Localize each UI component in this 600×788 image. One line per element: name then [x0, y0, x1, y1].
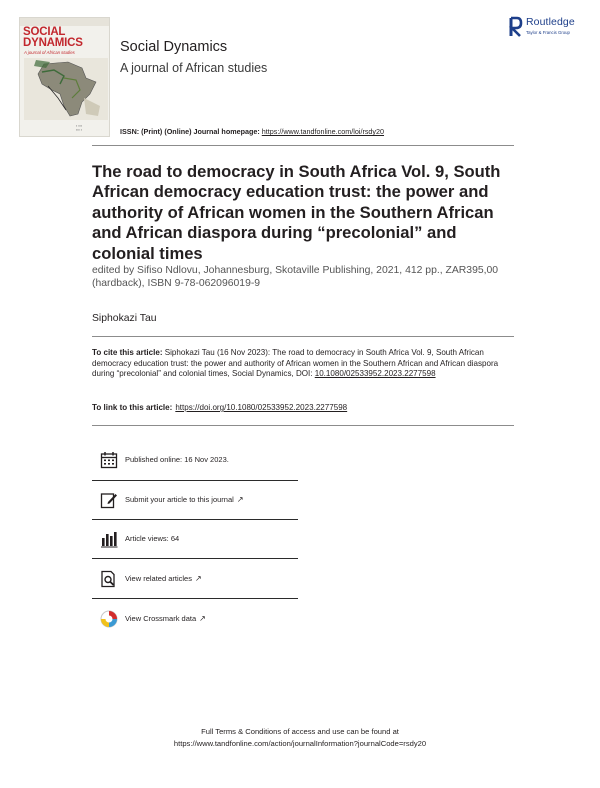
africa-map-icon: [24, 58, 108, 120]
bar-chart-icon: [100, 530, 118, 548]
logo-tagline: Taylor & Francis Group: [526, 30, 570, 35]
article-doi-link[interactable]: https://doi.org/10.1080/02533952.2023.2277598: [175, 403, 348, 412]
issn-line: [120, 127, 384, 136]
routledge-logo: [509, 15, 591, 39]
meta-divider: [92, 519, 298, 520]
submit-article-link[interactable]: Submit your article to this journal: [125, 495, 234, 504]
journal-homepage-link[interactable]: https://www.tandfonline.com/loi/rsdy20: [261, 127, 385, 136]
journal-subtitle: A journal of African studies: [120, 61, 268, 75]
author-divider: [92, 336, 514, 337]
cover-title: SOCIAL DYNAMICS: [23, 26, 83, 49]
crossmark-link[interactable]: View Crossmark data: [125, 614, 197, 623]
footer-terms: Full Terms & Conditions of access and use can be found at: [201, 727, 399, 736]
header-divider: [92, 145, 514, 146]
published-row: [92, 451, 298, 479]
issn-label: ISSN: (Print) (Online) Journal homepage:: [120, 127, 260, 136]
related-row[interactable]: [92, 570, 298, 598]
journal-title: Social Dynamics: [120, 39, 228, 55]
submit-row[interactable]: [92, 491, 298, 519]
link-label: To link to this article:: [92, 403, 173, 412]
article-title: The road to democracy in South Africa Vol. 9, South African democracy education trust: the power and authority of African women in the Southern African and African diaspora during “precolonial” and colonial times: [92, 162, 501, 263]
calendar-icon: [100, 451, 118, 469]
author-name: Siphokazi Tau: [92, 313, 157, 324]
published-date: Published online: 16 Nov 2023.: [125, 455, 229, 464]
article-views: Article views: 64: [125, 534, 180, 543]
journal-cover-image: [19, 17, 110, 137]
cover-publisher-mark: ▪ ▪▪▪ ▪▪▪ ▪: [76, 124, 82, 132]
doi-link[interactable]: 10.1080/02533952.2023.2277598: [314, 369, 436, 379]
external-link-icon: ↗: [199, 614, 206, 623]
crossmark-row[interactable]: [92, 610, 298, 638]
citation-block: [92, 348, 512, 380]
edited-by: edited by Sifiso Ndlovu, Johannesburg, Skotaville Publishing, 2021, 412 pp., ZAR395,00 (hardback), ISBN 9-78-062096019-9: [92, 265, 499, 290]
meta-divider: [92, 598, 298, 599]
meta-divider: [92, 558, 298, 559]
crossmark-icon: [100, 610, 118, 628]
related-articles-link[interactable]: View related articles: [125, 574, 192, 583]
routledge-r-icon: [509, 16, 523, 38]
views-row: [92, 530, 298, 558]
logo-name: Routledge: [526, 16, 575, 28]
meta-divider: [92, 480, 298, 481]
cover-subtitle: A journal of African studies: [24, 50, 75, 55]
external-link-icon: ↗: [194, 574, 202, 583]
edit-pen-icon: [100, 491, 118, 509]
external-link-icon: ↗: [236, 495, 244, 504]
citation-label: To cite this article:: [92, 348, 163, 357]
footer-terms-link[interactable]: https://www.tandfonline.com/action/journalInformation?journalCode=rsdy20: [173, 739, 427, 748]
related-articles-icon: [100, 570, 118, 588]
citation-text: Siphokazi Tau (16 Nov 2023): The road to democracy in South Africa Vol. 9, South African democracy education trust: the power and authority of African women in the Southern African and African diaspora during “precolonial” and colonial times, Social Dynamics, DOI:: [92, 348, 499, 379]
citation-divider: [92, 425, 514, 426]
article-link-line: [92, 403, 347, 412]
